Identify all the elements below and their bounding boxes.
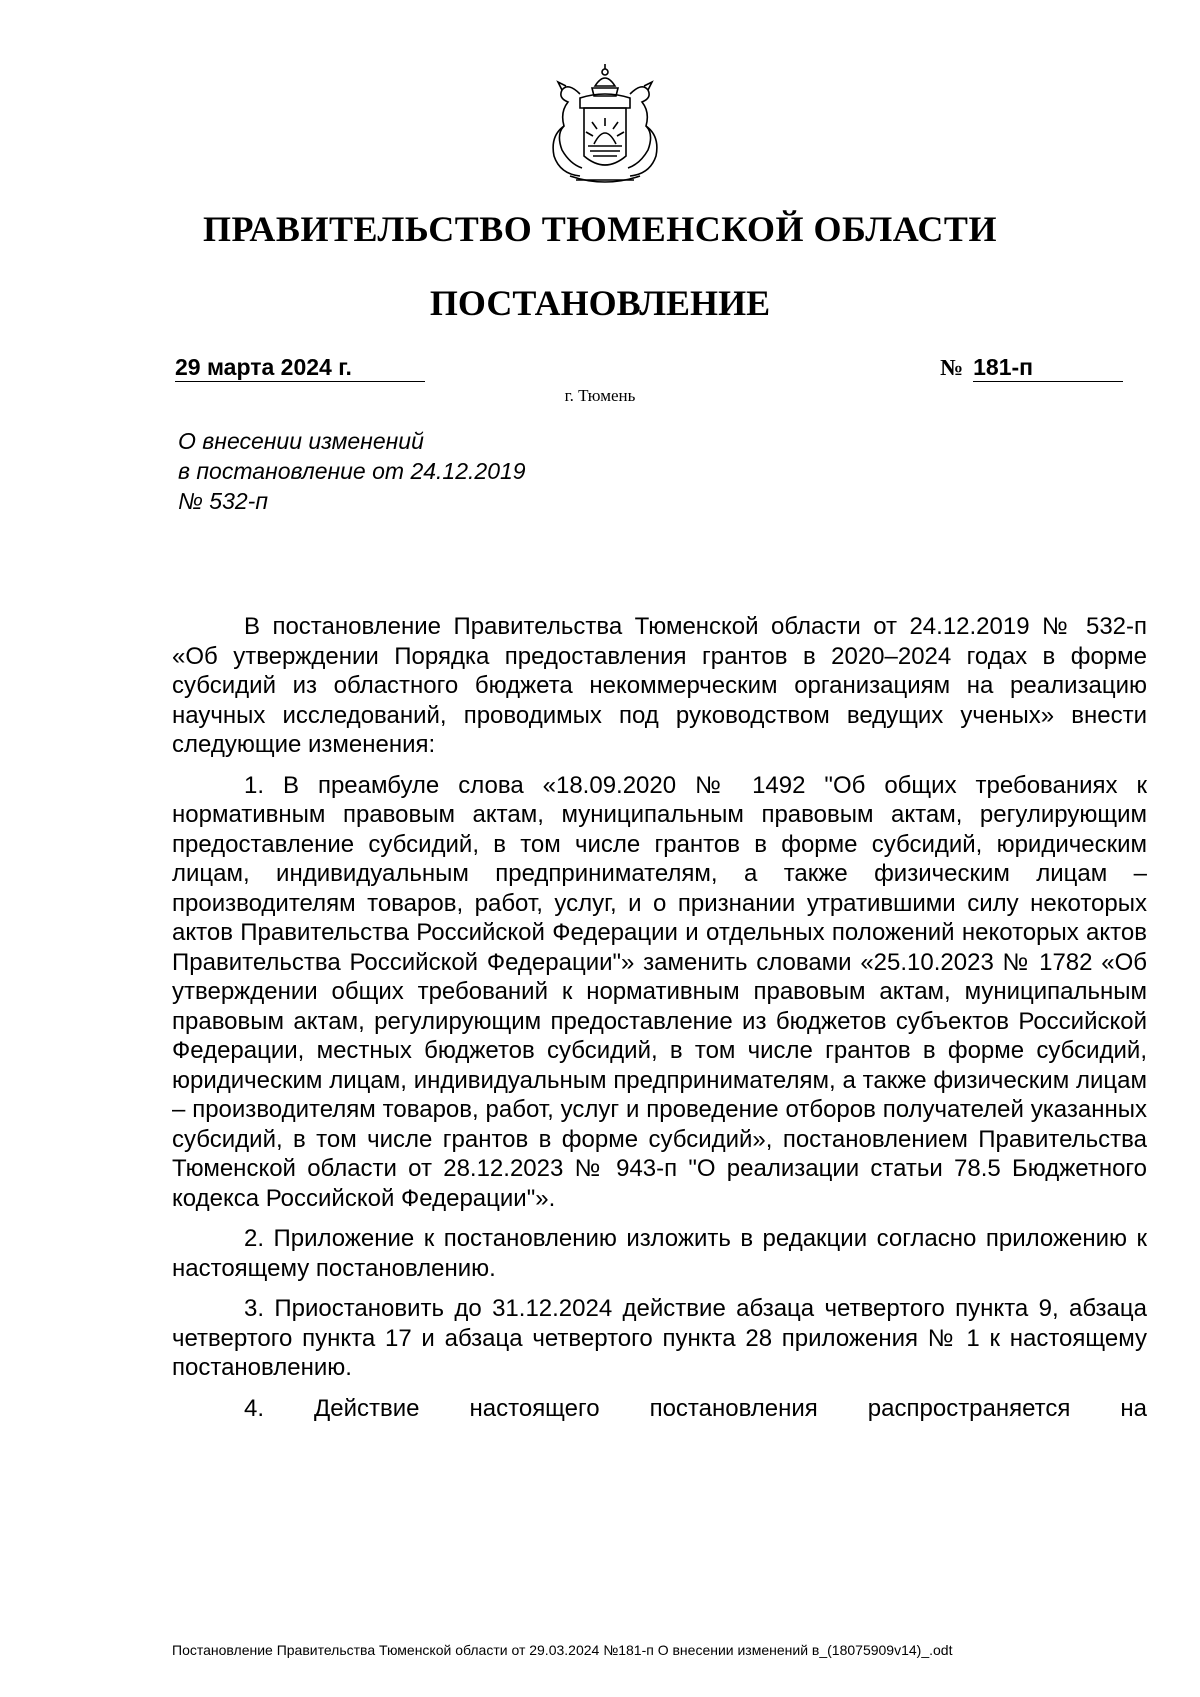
- government-title: ПРАВИТЕЛЬСТВО ТЮМЕНСКОЙ ОБЛАСТИ: [203, 209, 997, 249]
- body-paragraph-item-1: 1. В преамбуле слова «18.09.2020 № 1492 "Об общих требованиях к нормативным правовым актам, муниципальным правовым актам, регулирующим предоставление субсидий, в том числе грантов в форме субсидий, юридическим лицам, индивидуальным предпринимателям, а также физическим лицам – производителям товаров, работ, услуг, и о признании утратившими силу некоторых актов Правительства Российской Федерации и отдельных положений некоторых актов Правительства Российской Федерации"» заменить словами «25.10.2023 № 1782 «Об утверждении общих требований к нормативным правовым актам, муниципальным правовым актам, регулирующим предоставление из бюджетов субъектов Российской Федерации, местных бюджетов субсидий, в том числе грантов в форме субсидий, юридическим лицам, индивидуальным предпринимателям, а также физическим лицам – производителям товаров, работ, услуг и проведение отборов получателей указанных субсидий, в том числе грантов в форме субсидий», постановлением Правительства Тюменской области от 28.12.2023 № 943-п "О реализации статьи 78.5 Бюджетного кодекса Российской Федерации"».: [172, 771, 1147, 1212]
- body-paragraph-intro: В постановление Правительства Тюменской области от 24.12.2019 № 532-п «Об утверждении Порядка предоставления грантов в 2020–2024 годах в форме субсидий из областного бюджета некоммерческим организациям на реализацию научных исследований, проводимых под руководством ведущих ученых» внести следующие изменения:: [172, 613, 1147, 758]
- page-footer: Постановление Правительства Тюменской области от 29.03.2024 №181-п О внесении изменений в_(18075909v14)_.odt: [172, 1642, 953, 1658]
- document-date: 29 марта 2024 г.: [175, 353, 425, 382]
- subject-line: О внесении изменений: [178, 428, 424, 454]
- document-subject: [178, 426, 678, 516]
- document-city: г. Тюмень: [564, 386, 636, 405]
- document-type: ПОСТАНОВЛЕНИЕ: [429, 283, 771, 323]
- body-paragraph-item-4: 4. Действие настоящего постановления распространяется на: [244, 1394, 1147, 1422]
- document-body: [172, 612, 1147, 1434]
- subject-line: № 532-п: [178, 488, 268, 514]
- number-sign: №: [940, 355, 964, 380]
- body-paragraph-item-2: 2. Приложение к постановлению изложить в редакции согласно приложению к настоящему постановлению.: [172, 1225, 1147, 1282]
- body-paragraph-item-3: 3. Приостановить до 31.12.2024 действие абзаца четвертого пункта 9, абзаца четвертого пункта 17 и абзаца четвертого пункта 28 приложения № 1 к настоящему постановлению.: [172, 1295, 1147, 1381]
- coat-of-arms-icon: [540, 64, 670, 189]
- subject-line: в постановление от 24.12.2019: [178, 458, 526, 484]
- document-number-block: [940, 353, 1130, 382]
- document-number: 181-п: [973, 353, 1123, 382]
